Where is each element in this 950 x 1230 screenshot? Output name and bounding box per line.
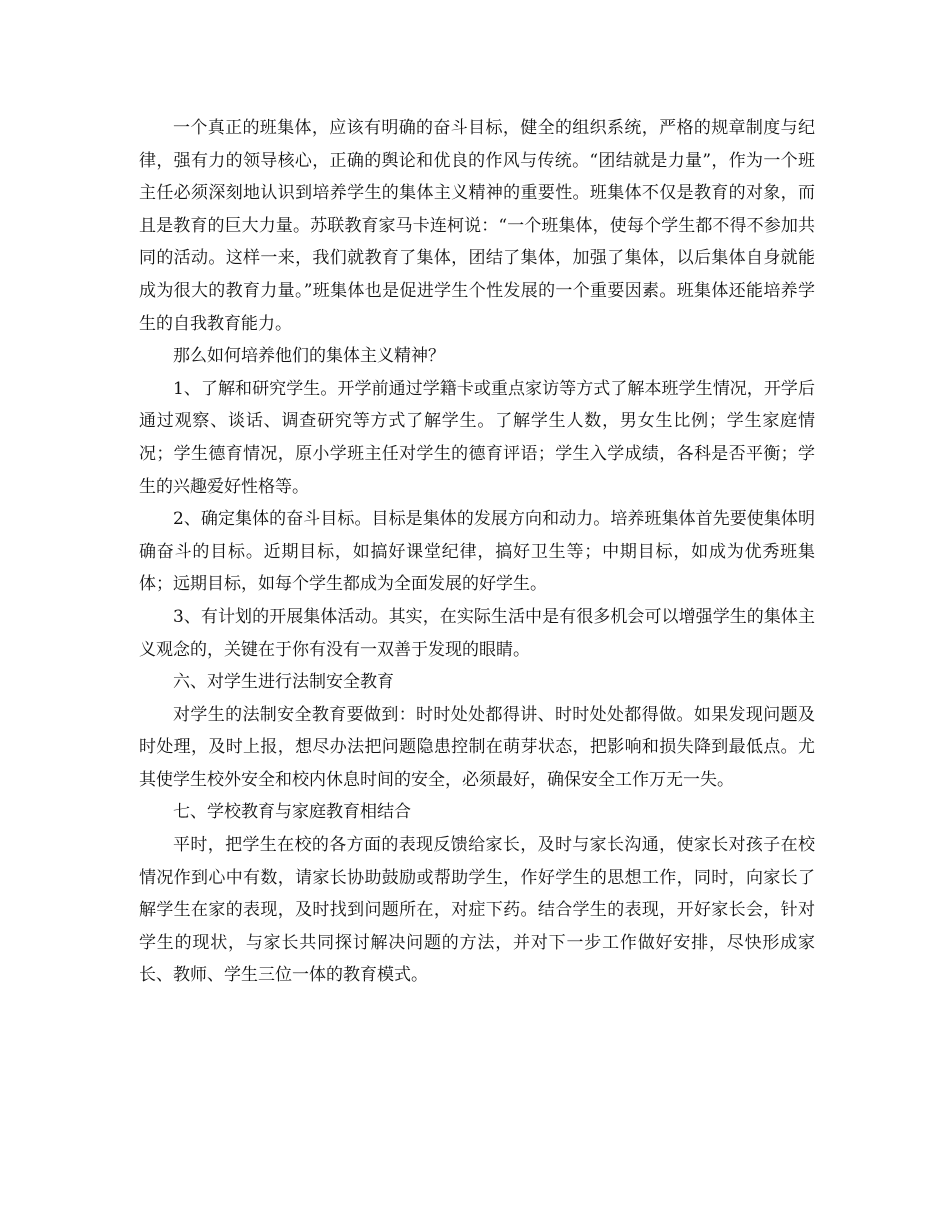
heading-school-family-education: 七、学校教育与家庭教育相结合 bbox=[173, 802, 411, 823]
heading-legal-safety-education: 六、对学生进行法制安全教育 bbox=[173, 672, 394, 693]
paragraph-legal-safety-education: 对学生的法制安全教育要做到：时时处处都得讲、时时处处都得做。如果发现问题及时处理，及时上报，想尽办法把问题隐患控制在萌芽状态，把影响和损失降到最低点。尤其使学生校外安全和校内休息时间的安全，必须最好，确保安全工作万无一失。 bbox=[139, 704, 815, 790]
paragraph-understand-students: 1、了解和研究学生。开学前通过学籍卡或重点家访等方式了解本班学生情况，开学后通过观察、谈话、调查研究等方式了解学生。了解学生人数，男女生比例；学生家庭情况；学生德育情况，原小学班主任对学生的德育评语；学生入学成绩，各科是否平衡；学生的兴趣爱好性格等。 bbox=[139, 378, 815, 497]
paragraph-class-collective: 一个真正的班集体，应该有明确的奋斗目标，健全的组织系统，严格的规章制度与纪律，强有力的领导核心，正确的舆论和优良的作风与传统。“团结就是力量”，作为一个班主任必须深刻地认识到培养学生的集体主义精神的重要性。班集体不仅是教育的对象，而且是教育的巨大力量。苏联教育家马卡连柯说：“一个班集体，使每个学生都不得不参加共同的活动。这样一来，我们就教育了集体，团结了集体，加强了集体，以后集体自身就能成为很大的教育力量。”班集体也是促进学生个性发展的一个重要因素。班集体还能培养学生的自我教育能力。 bbox=[139, 118, 815, 334]
document-body bbox=[139, 112, 815, 992]
paragraph-set-goals: 2、确定集体的奋斗目标。目标是集体的发展方向和动力。培养班集体首先要使集体明确奋斗的目标。近期目标，如搞好课堂纪律，搞好卫生等；中期目标，如成为优秀班集体；远期目标，如每个学生都成为全面发展的好学生。 bbox=[139, 509, 815, 595]
paragraph-planned-activities: 3、有计划的开展集体活动。其实，在实际生活中是有很多机会可以增强学生的集体主义观念的，关键在于你有没有一双善于发现的眼睛。 bbox=[139, 606, 815, 660]
paragraph-school-family-education: 平时，把学生在校的各方面的表现反馈给家长，及时与家长沟通，使家长对孩子在校情况作到心中有数，请家长协助鼓励或帮助学生，作好学生的思想工作，同时，向家长了解学生在家的表现，及时找到问题所在，对症下药。结合学生的表现，开好家长会，针对学生的现状，与家长共同探讨解决问题的方法，并对下一步工作做好安排，尽快形成家长、教师、学生三位一体的教育模式。 bbox=[139, 835, 815, 986]
paragraph-how-to-cultivate: 那么如何培养他们的集体主义精神？ bbox=[173, 346, 445, 367]
